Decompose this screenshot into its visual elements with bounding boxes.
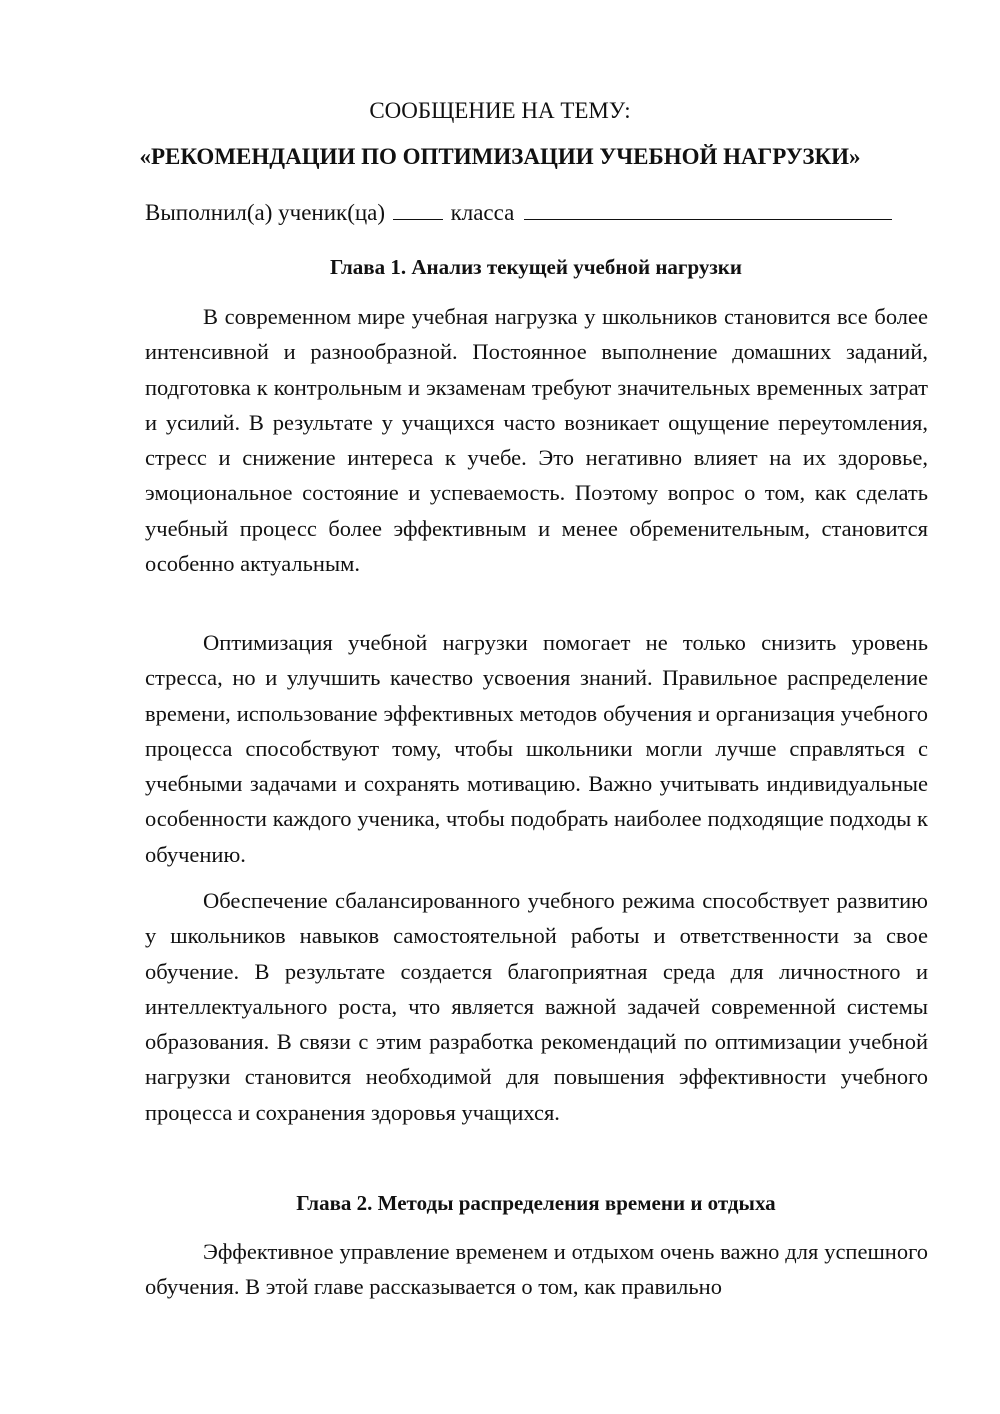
chapter-2-title: Глава 2. Методы распределения времени и отдыха (296, 1191, 776, 1215)
grade-blank-field (393, 199, 443, 220)
chapter-2-paragraph-1: Эффективное управление временем и отдыхом очень важно для успешного обучения. В этой главе рассказывается о том, как правильно (145, 1239, 928, 1300)
document-heading-topic: СООБЩЕНИЕ НА ТЕМУ: (369, 98, 631, 123)
name-blank-field (524, 199, 892, 220)
author-line (145, 198, 945, 228)
chapter-1-paragraph-1: В современном мире учебная нагрузка у школьников становится все более интенсивной и разнообразной. Постоянное выполнение домашних заданий, подготовка к контрольным и экзаменам требуют значительных временных затрат и усилий. В результате у учащихся часто возникает ощущение переутомления, стресс и снижение интереса к учебе. Это негативно влияет на их здоровье, эмоциональное состояние и успеваемость. Поэтому вопрос о том, как сделать учебный процесс более эффективным и менее обременительным, становится особенно актуальным. (145, 304, 928, 577)
chapter-1-paragraph-3: Обеспечение сбалансированного учебного режима способствует развитию у школьников навыков самостоятельной работы и ответственности за свое обучение. В результате создается благоприятная среда для личностного и интеллектуального роста, что является важной задачей современной системы образования. В связи с этим разработка рекомендаций по оптимизации учебной нагрузки становится необходимой для повышения эффективности учебного процесса и сохранения здоровья учащихся. (145, 888, 928, 1125)
author-prefix: Выполнил(а) ученик(ца) (145, 200, 386, 225)
chapter-1-title: Глава 1. Анализ текущей учебной нагрузки (329, 255, 742, 279)
chapter-1-paragraph-2: Оптимизация учебной нагрузки помогает не только снизить уровень стресса, но и улучшить качество усвоения знаний. Правильное распределение времени, использование эффективных методов обучения и организация учебного процесса способствуют тому, чтобы школьники могли лучше справляться с учебными задачами и сохранять мотивацию. Важно учитывать индивидуальные особенности каждого ученика, чтобы подобрать наиболее подходящие подходы к обучению. (145, 630, 928, 867)
author-class-label: класса (450, 200, 515, 225)
document-title: «РЕКОМЕНДАЦИИ ПО ОПТИМИЗАЦИИ УЧЕБНОЙ НАГРУЗКИ» (139, 144, 861, 169)
